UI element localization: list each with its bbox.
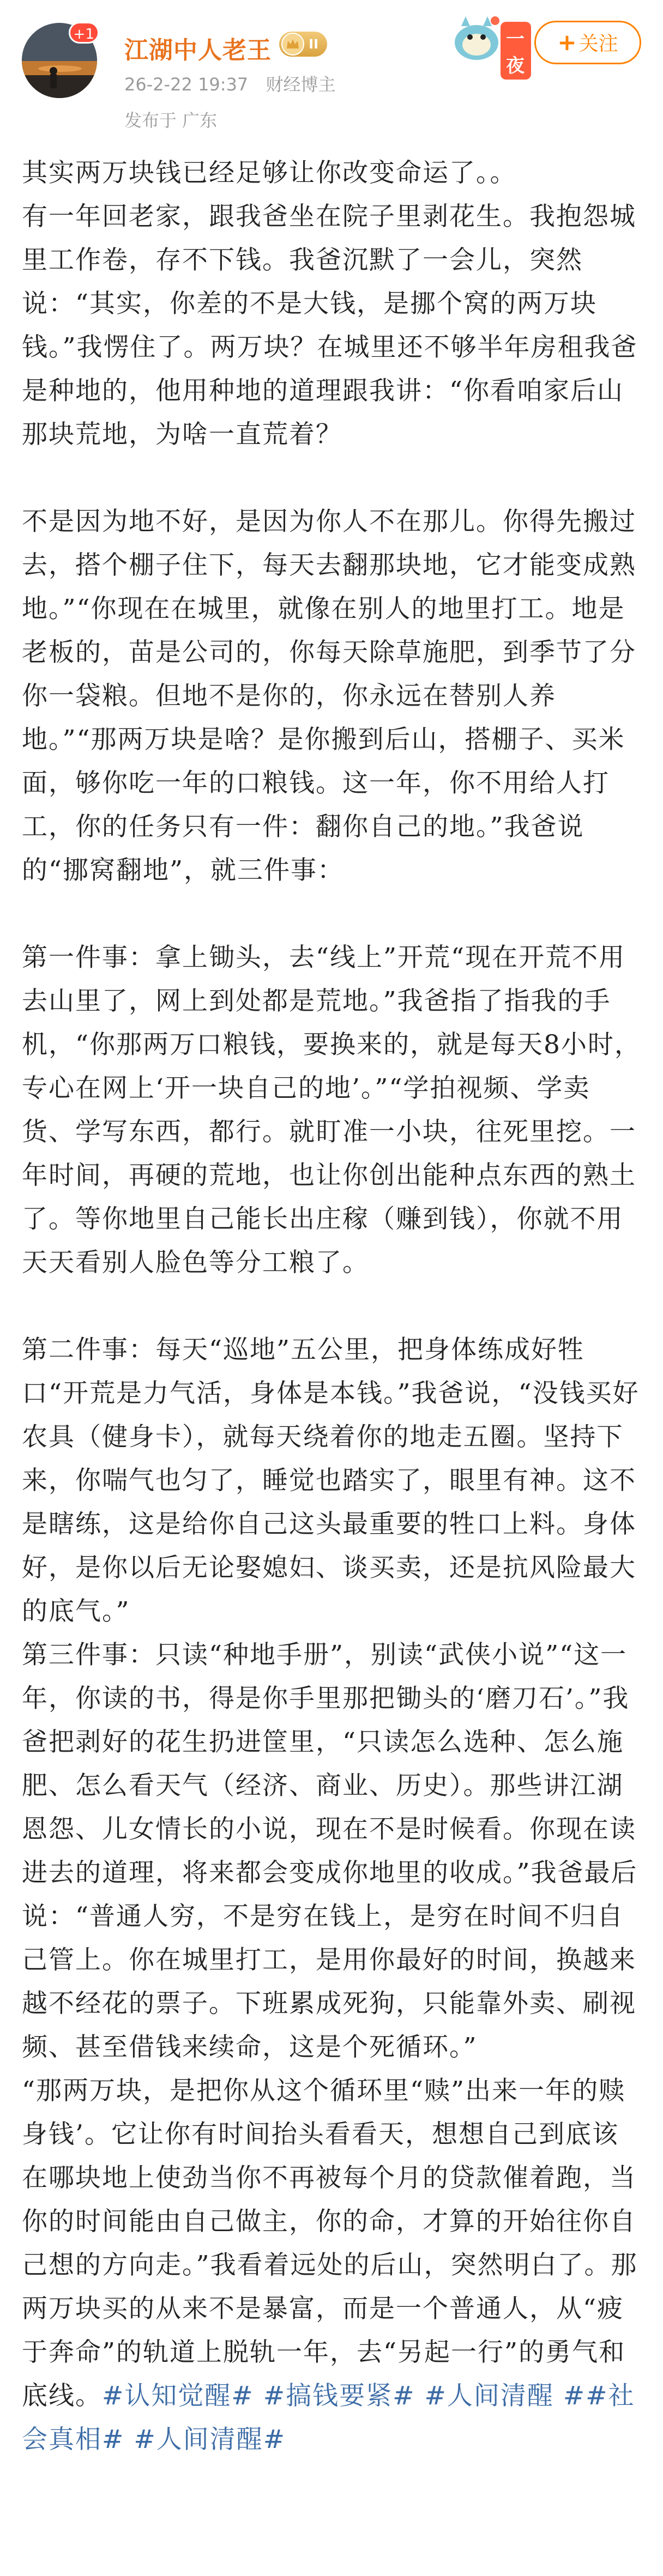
follow-button[interactable] <box>534 21 641 64</box>
post-paragraph-final <box>22 2069 643 2462</box>
post-paragraph: 第一件事：拿上锄头，去“线上”开荒“现在开荒不用去山里了，网上到处都是荒地。”我爸指了指我的手机，“你那两万口粮钱，要换来的，就是每天8小时，专心在网上‘开一块自己的地’。”“学拍视频、学卖货、学写东西，都行。就盯准一小块，往死里挖。一年时间，再硬的荒地，也让你创出能种点东西的熟土了。等你地里自己能长出庄稼（赚到钱），你就不用天天看别人脸色等分工粮了。 <box>22 943 641 1278</box>
paragraph-gap <box>22 457 643 500</box>
author-role: 财经博主 <box>266 74 336 95</box>
avatar-container[interactable] <box>22 23 97 98</box>
promo-sticker[interactable] <box>449 10 531 77</box>
topic-link[interactable]: #认知觉醒# <box>102 2381 254 2411</box>
post-datetime: 26-2-22 19:37 <box>124 74 249 95</box>
post-paragraph: 第二件事：每天“巡地”五公里，把身体练成好牲口“开荒是力气活，身体是本钱。”我爸说，“没钱买好农具（健身卡），就每天绕着你的地走五圈。坚持下来，你喘气也匀了，睡觉也踏实了，眼里有神。这不是瞎练，这是给你自己这头最重要的牲口上料。身体好，是你以后无论娶媳妇、谈买卖，还是抗风险最大的底气。” <box>22 1335 640 1626</box>
vip-badge[interactable] <box>279 32 327 57</box>
topic-link[interactable]: ##社会真相# <box>22 2381 635 2455</box>
topic-link[interactable]: #人间清醒 <box>424 2381 554 2411</box>
crown-icon <box>281 33 304 56</box>
post-location: 发布于 广东 <box>124 110 218 131</box>
post-text: “那两万块，是把你从这个循环里“赎”出来一年的赎身钱’。它让你有时间抬头看看天，想想自己到底该在哪块地上使劲当你不再被每个月的贷款催着跑，当你的时间能由自己做主，你的命，才算的开始往你自己想的方向走。”我看着远处的后山，突然明白了。那两万块买的从来不是暴富，而是一个普通人，从“疲于奔命”的轨道上脱轨一年，去“另起一行”的勇气和底线。 <box>22 2076 638 2411</box>
username[interactable]: 江湖中人老王 <box>124 37 272 64</box>
topic-link[interactable]: #人 <box>134 2425 183 2455</box>
post-body <box>22 151 643 2462</box>
paragraph-gap <box>22 892 643 936</box>
post-header <box>0 0 663 142</box>
post-paragraph: 其实两万块钱已经足够让你改变命运了。。 <box>22 158 517 188</box>
topic-link-continued[interactable]: 间清醒# <box>183 2425 286 2455</box>
notification-badge: +1 <box>69 22 99 44</box>
post-paragraph: 有一年回老家，跟我爸坐在院子里剥花生。我抱怨城里工作卷，存不下钱。我爸沉默了一会儿，突然说：“其实，你差的不是大钱，是挪个窝的两万块钱。”我愣住了。两万块？在城里还不够半年房租我爸是种地的，他用种地的道理跟我讲：“你看咱家后山那块荒地，为啥一直荒着？ <box>22 202 638 449</box>
promo-label: 一夜 <box>501 22 531 80</box>
topic-link[interactable]: #搞钱要紧# <box>263 2381 415 2411</box>
plus-icon: + <box>557 29 577 56</box>
follow-label: 关注 <box>578 33 618 55</box>
vip-level: II <box>309 37 318 52</box>
paragraph-gap <box>22 1285 643 1328</box>
post-paragraph: 第三件事：只读“种地手册”，别读“武侠小说”“这一年，你读的书，得是你手里那把锄头的‘磨刀石’。”我爸把剥好的花生扔进筐里，“只读怎么选种、怎么施肥、怎么看天气（经济、商业、历史）。那些讲江湖恩怨、儿女情长的小说，现在不是时候看。你现在读进去的道理，将来都会变成你地里的收成。”我爸最后说：“普通人穷，不是穷在钱上，是穷在时间不归自己管上。你在城里打工，是用你最好的时间，换越来越不经花的票子。下班累成死狗，只能靠外卖、刷视频、甚至借钱来续命，这是个死循环。” <box>22 1640 638 2062</box>
post-meta <box>124 71 347 96</box>
post-paragraph: 不是因为地不好，是因为你人不在那儿。你得先搬过去，搭个棚子住下，每天去翻那块地，它才能变成熟地。”“你现在在城里，就像在别人的地里打工。地是老板的，苗是公司的，你每天除草施肥，到季节了分你一袋粮。但地不是你的，你永远在替别人养地。”“那两万块是啥？是你搬到后山，搭棚子、买米面，够你吃一年的口粮钱。这一年，你不用给人打工，你的任务只有一件：翻你自己的地。”我爸说的“挪窝翻地”，就三件事： <box>22 507 636 885</box>
mascot-icon <box>449 10 504 62</box>
